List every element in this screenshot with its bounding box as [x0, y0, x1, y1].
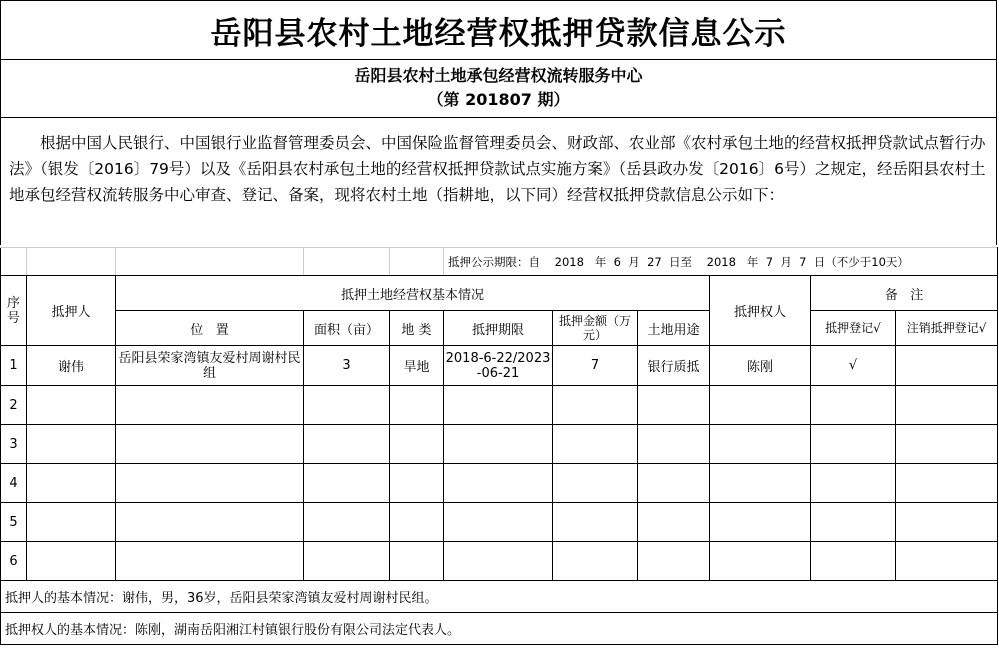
issue-number: （第 201807 期）: [427, 90, 570, 109]
cell-location: [116, 542, 304, 581]
cell-area: [304, 425, 390, 464]
cell-mortgagor: 谢伟: [27, 346, 116, 386]
cell-registration: [811, 464, 896, 503]
header-row-2: [1, 311, 998, 346]
cell-amount: [553, 503, 638, 542]
header-usage: 土地用途: [638, 311, 710, 346]
cell-term: 2018-6-22/2023-06-21: [444, 346, 553, 386]
table-row: [1, 542, 998, 581]
footer-row-mortgagor: [1, 581, 998, 613]
cell-term: [444, 503, 553, 542]
cell-mortgagee: [710, 503, 811, 542]
mortgagee-basic-info: 抵押权人的基本情况：陈刚，湖南岳阳湘江村镇银行股份有限公司法定代表人。: [1, 613, 998, 645]
subtitle-block: [0, 60, 997, 118]
cell-cancel-registration: [896, 464, 998, 503]
cell-area: [304, 542, 390, 581]
cell-amount: [553, 464, 638, 503]
cell-seq: 3: [1, 425, 27, 464]
cell-cancel-registration: [896, 503, 998, 542]
header-seq: 序号: [1, 276, 27, 346]
cell-mortgagor: [27, 503, 116, 542]
table-row: [1, 346, 998, 386]
cell-registration: [811, 542, 896, 581]
mortgage-info-table: [0, 247, 998, 645]
cell-seq: 2: [1, 386, 27, 425]
cell-usage: [638, 542, 710, 581]
publicity-period: 抵押公示期限：自 2018 年 6 月 27 日至 2018 年 7 月 7 日（不少于10天）: [444, 248, 998, 276]
header-basic-info: 抵押土地经营权基本情况: [116, 276, 710, 311]
notice-paragraph: 根据中国人民银行、中国银行业监督管理委员会、中国保险监督管理委员会、财政部、农业部《农村承包土地的经营权抵押贷款试点暂行办法》（银发〔2016〕79号）以及《岳阳县农村承包土地的经营权抵押贷款试点实施方案》（岳县政办发〔2016〕6号）之规定，经岳阳县农村土地承包经营权流转服务中心审查、登记、备案，现将农村土地（指耕地，以下同）经营权抵押贷款信息公示如下：: [0, 118, 997, 245]
cell-mortgagee: [710, 464, 811, 503]
cell-mortgagor: [27, 425, 116, 464]
cell-cancel-registration: [896, 425, 998, 464]
header-mortgagor: 抵押人: [27, 276, 116, 346]
cell-registration: [811, 503, 896, 542]
cell-area: [304, 503, 390, 542]
cell-mortgagee: [710, 542, 811, 581]
header-mortgagee: 抵押权人: [710, 276, 811, 346]
cell-cancel-registration: [896, 542, 998, 581]
cell-land-type: 旱地: [390, 346, 444, 386]
header-term: 抵押期限: [444, 311, 553, 346]
header-amount: 抵押金额（万元）: [553, 311, 638, 346]
cell-registration: [811, 386, 896, 425]
cell-registration: [811, 425, 896, 464]
cell-mortgagor: [27, 542, 116, 581]
cell-usage: [638, 386, 710, 425]
header-location: 位 置: [116, 311, 304, 346]
cell-registration: √: [811, 346, 896, 386]
page-title: 岳阳县农村土地经营权抵押贷款信息公示: [0, 0, 997, 60]
table-row: [1, 503, 998, 542]
cell-usage: 银行质抵: [638, 346, 710, 386]
header-row-1: [1, 276, 998, 311]
cell-location: 岳阳县荣家湾镇友爱村周谢村民组: [116, 346, 304, 386]
cell-seq: 6: [1, 542, 27, 581]
cell-mortgagor: [27, 464, 116, 503]
cell-area: [304, 386, 390, 425]
cell-term: [444, 542, 553, 581]
cell-area: 3: [304, 346, 390, 386]
cell-seq: 5: [1, 503, 27, 542]
cell-term: [444, 425, 553, 464]
header-land-type: 地 类: [390, 311, 444, 346]
cell-usage: [638, 503, 710, 542]
cell-amount: 7: [553, 346, 638, 386]
cell-usage: [638, 425, 710, 464]
cell-usage: [638, 464, 710, 503]
cell-area: [304, 464, 390, 503]
cell-seq: 1: [1, 346, 27, 386]
period-row: [1, 248, 998, 276]
cell-mortgagee: 陈刚: [710, 346, 811, 386]
cell-mortgagee: [710, 425, 811, 464]
cell-land-type: [390, 386, 444, 425]
cell-location: [116, 503, 304, 542]
table-row: [1, 425, 998, 464]
cell-seq: 4: [1, 464, 27, 503]
cell-cancel-registration: [896, 386, 998, 425]
cell-land-type: [390, 542, 444, 581]
cell-location: [116, 464, 304, 503]
organization-name: 岳阳县农村土地承包经营权流转服务中心: [354, 66, 643, 85]
cell-location: [116, 386, 304, 425]
header-remarks: 备 注: [811, 276, 998, 311]
cell-cancel-registration: [896, 346, 998, 386]
cell-amount: [553, 425, 638, 464]
cell-term: [444, 464, 553, 503]
cell-amount: [553, 542, 638, 581]
header-cancel-registration: 注销抵押登记√: [896, 311, 998, 346]
cell-land-type: [390, 503, 444, 542]
cell-amount: [553, 386, 638, 425]
cell-land-type: [390, 425, 444, 464]
cell-land-type: [390, 464, 444, 503]
cell-term: [444, 386, 553, 425]
cell-mortgagee: [710, 386, 811, 425]
table-row: [1, 386, 998, 425]
footer-row-mortgagee: [1, 613, 998, 645]
mortgagor-basic-info: 抵押人的基本情况：谢伟，男，36岁，岳阳县荣家湾镇友爱村周谢村民组。: [1, 581, 998, 613]
cell-location: [116, 425, 304, 464]
table-row: [1, 464, 998, 503]
header-area: 面积（亩）: [304, 311, 390, 346]
header-registration: 抵押登记√: [811, 311, 896, 346]
cell-mortgagor: [27, 386, 116, 425]
